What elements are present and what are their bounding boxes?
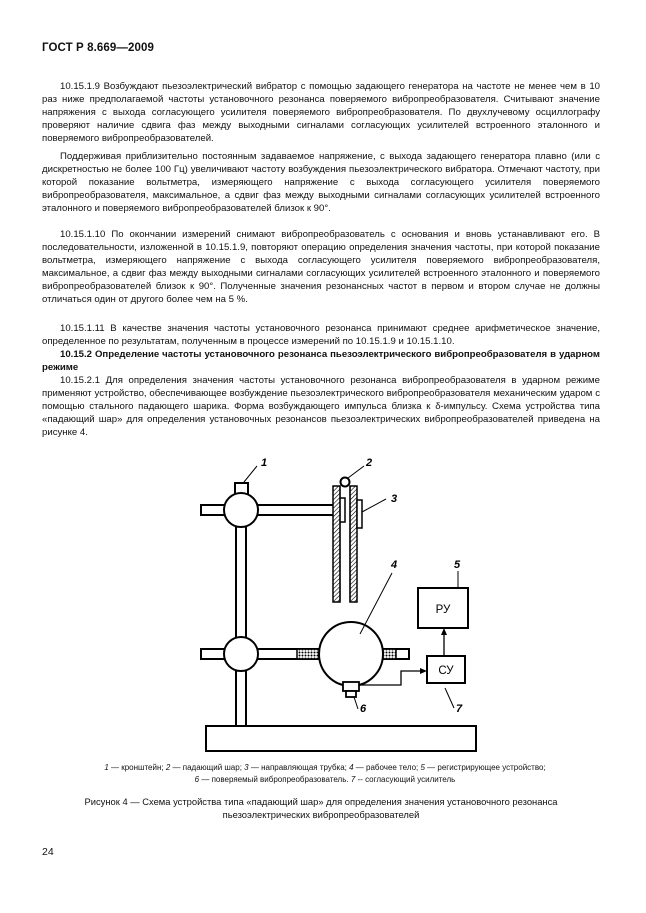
working-body (319, 622, 383, 686)
matching-amplifier-box (427, 656, 465, 683)
label-7: 7 (456, 703, 463, 715)
paragraph-10-15-1-9: 10.15.1.9 Возбуждают пьезоэлектрический вибратор с помощью задающего генератора на частоте не менее чем в 10 раз ниже предполагаемой частоты установочного резонанса поверяемого вибропреобразователя. Считывают значение напряжения с выхода согласующего усилителя поверяемого вибропреобразователя. По двухлучевому осциллографу проверяют наличие сдвига фаз между выходными сигналами согласующих усилителей встроенного эталонного и поверяемого вибропреобразователей. (42, 81, 600, 145)
stand-column (236, 510, 246, 726)
recorder-box (418, 588, 468, 628)
paragraph-frequency-increase: Поддерживая приблизительно постоянным задаваемое напряжение, с выхода задающего генератора плавно (или с дискретностью не более 100 Гц) увеличивают частоту возбуждения пьезоэлектрического вибратора. Отмечают частоту, при которой показание вольтметра, измеряющего напряжение с выхода согласующего усилителя поверяемого вибропреобразователя, максимальное, а сдвиг фаз между выходными сигналами согласующих усилителей встроенного эталонного и поверяемого вибропреобразователей близок к 90°. (42, 151, 600, 215)
matching-amplifier-box-label: СУ (438, 665, 454, 677)
legend-item: 1 — кронштейн; (104, 763, 164, 772)
label-2: 2 (366, 457, 373, 469)
label-3: 3 (391, 493, 398, 505)
legend-item: 6 — поверяемый вибропреобразователь. (194, 775, 349, 784)
legend-item: 3 — направляющая трубка; (244, 763, 347, 772)
page-number: 24 (42, 846, 54, 858)
document-header: ГОСТ Р 8.669—2009 (42, 42, 154, 54)
figure-caption: Рисунок 4 — Схема устройства типа «падающий шар» для определения значения установочного резонанса пьезоэлектрических вибропреобразователей (84, 796, 558, 820)
label-6: 6 (360, 703, 367, 715)
label-1: 1 (261, 457, 268, 469)
bracket-upper (201, 483, 341, 527)
tested-transducer (343, 682, 359, 697)
legend-item: 2 — падающий шар; (165, 763, 242, 772)
paragraph-10-15-2-1: 10.15.2.1 Для определения значения частоты установочного резонанса вибропреобразователя в ударном режиме применяют устройство, обеспечивающее возбуждение пьезоэлектрического вибропреобразователя механическим ударом с помощью стального падающего шарика. Форма возбуждающего импульса близка к δ-импульсу. Схема устройства типа «падающий шар» для определения установочных резонансов пьезоэлектрических вибропреобразователей приведена на рисунке 4. (42, 375, 600, 439)
falling-ball-device-diagram (196, 450, 496, 755)
label-5: 5 (454, 559, 461, 571)
guide-tube (333, 486, 362, 602)
label-4: 4 (391, 559, 398, 571)
section-heading-10-15-2: 10.15.2 Определение частоты установочного резонанса пьезоэлектрического вибропреобразователя в ударном режиме (42, 349, 600, 374)
figure-legend (60, 762, 590, 786)
legend-item: 7 -- согласующий усилитель (350, 775, 456, 784)
falling-ball (341, 478, 350, 487)
legend-item: 5 — регистрирующее устройство; (420, 763, 546, 772)
paragraph-10-15-1-10: 10.15.1.10 По окончании измерений снимают вибропреобразователь с основания и вновь устанавливают его. В последовательности, изложенной в 10.15.1.9, повторяют операцию определения значения частоты, при которой показание вольтметра, измеряющего напряжение с выхода согласующего усилителя поверяемого вибропреобразователя, максимальное, а сдвиг фаз между выходными сигналами согласующих усилителей встроенного эталонного и поверяемого вибропреобразователей близок к 90°. Полученные значения резонансных частот в первом и втором случае не должны отличаться один от другого более чем на 5 %. (42, 229, 600, 306)
legend-item: 4 — рабочее тело; (349, 763, 419, 772)
paragraph-10-15-1-11: 10.15.1.11 В качестве значения частоты установочного резонанса принимают среднее арифметическое значение, определенное по результатам, полученным в процессе измерений по 10.15.1.9 и 10.15.1.10. (42, 323, 600, 348)
base-plate (206, 726, 476, 751)
recorder-box-label: РУ (435, 604, 451, 616)
